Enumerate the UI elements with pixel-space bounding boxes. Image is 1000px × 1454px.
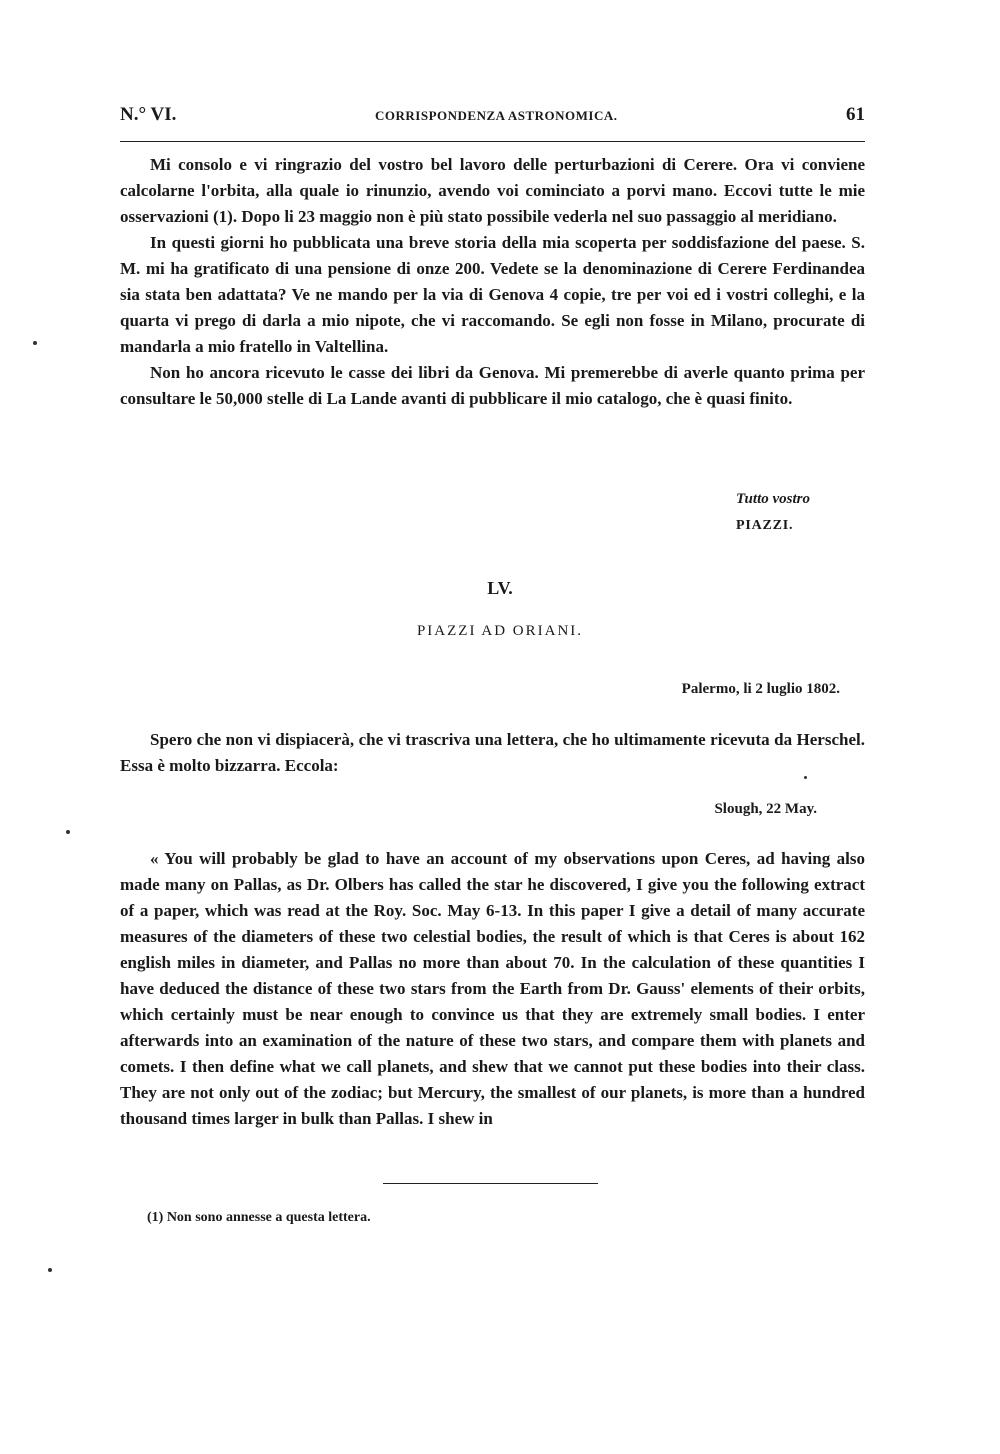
quoted-letter xyxy=(120,846,865,1132)
paragraph: Mi consolo e vi ringrazio del vostro bel lavoro delle perturbazioni di Cerere. Ora vi conviene calcolarne l'orbita, alla quale io rinunzio, avendo voi cominciato a porvi mano. Eccovi tutte le mie osservazioni (1). Dopo li 23 maggio non è più stato possibile vederla nel suo passaggio al meridiano. xyxy=(120,155,865,226)
closing-formula: Tutto vostro xyxy=(735,491,810,507)
ink-speck xyxy=(804,776,807,779)
footnote: (1) Non sono annesse a questa lettera. xyxy=(147,1210,371,1225)
page-number: 61 xyxy=(846,104,865,125)
ink-speck xyxy=(48,1268,52,1272)
paragraph: Non ho ancora ricevuto le casse dei libri da Genova. Mi premerebbe di averle quanto prima per consultare le 50,000 stelle di La Lande avanti di pubblicare il mio catalogo, che è quasi finito. xyxy=(120,363,865,408)
signature: PIAZZI. xyxy=(736,518,794,533)
ink-speck xyxy=(66,830,70,834)
ink-speck xyxy=(33,341,37,345)
running-title: CORRISPONDENZA ASTRONOMICA. xyxy=(375,108,618,123)
footnote-rule xyxy=(383,1183,598,1184)
section-number: N.° VI. xyxy=(120,104,177,125)
quoted-dateline: Slough, 22 May. xyxy=(714,801,817,817)
letter-intro xyxy=(120,727,865,779)
header-rule xyxy=(120,141,865,142)
letter-number: LV. xyxy=(487,578,513,598)
letter-dateline: Palermo, li 2 luglio 1802. xyxy=(681,681,840,697)
paragraph: In questi giorni ho pubblicata una breve storia della mia scoperta per soddisfazione del paese. S. M. mi ha gratificato di una pensione di onze 200. Vedete se la denominazione di Cerere Ferdinandea sia stata ben adattata? Ve ne mando per la via di Genova 4 copie, tre per voi ed i vostri colleghi, e la quarta vi prego di darla a mio nipote, che vi raccomando. Se egli non fosse in Milano, procurate di mandarla a mio fratello in Valtellina. xyxy=(120,233,865,356)
running-head xyxy=(120,104,865,132)
previous-letter-body xyxy=(120,152,865,412)
paragraph: Spero che non vi dispiacerà, che vi trascriva una lettera, che ho ultimamente ricevuta da Herschel. Essa è molto bizzarra. Eccola: xyxy=(120,730,865,775)
letter-title: PIAZZI AD ORIANI. xyxy=(416,623,584,639)
paragraph: « You will probably be glad to have an account of my observations upon Ceres, ad having also made many on Pallas, as Dr. Olbers has called the star he discovered, I give you the following extract of a paper, which was read at the Roy. Soc. May 6-13. In this paper I give a detail of many accurate measures of the diameters of these two celestial bodies, the result of which is that Ceres is about 162 english miles in diameter, and Pallas no more than about 70. In the calculation of these quantities I have deduced the distance of these two stars from the Earth from Dr. Gauss' elements of their orbits, which certainly must be near enough to convince us that they are extremely small bodies. I enter afterwards into an examination of the nature of these two stars, and compare them with planets and comets. I then define what we call planets, and shew that we cannot put these bodies into their class. They are not only out of the zodiac; but Mercury, the smallest of our planets, is more than a hundred thousand times larger in bulk than Pallas. I shew in xyxy=(120,849,865,1128)
